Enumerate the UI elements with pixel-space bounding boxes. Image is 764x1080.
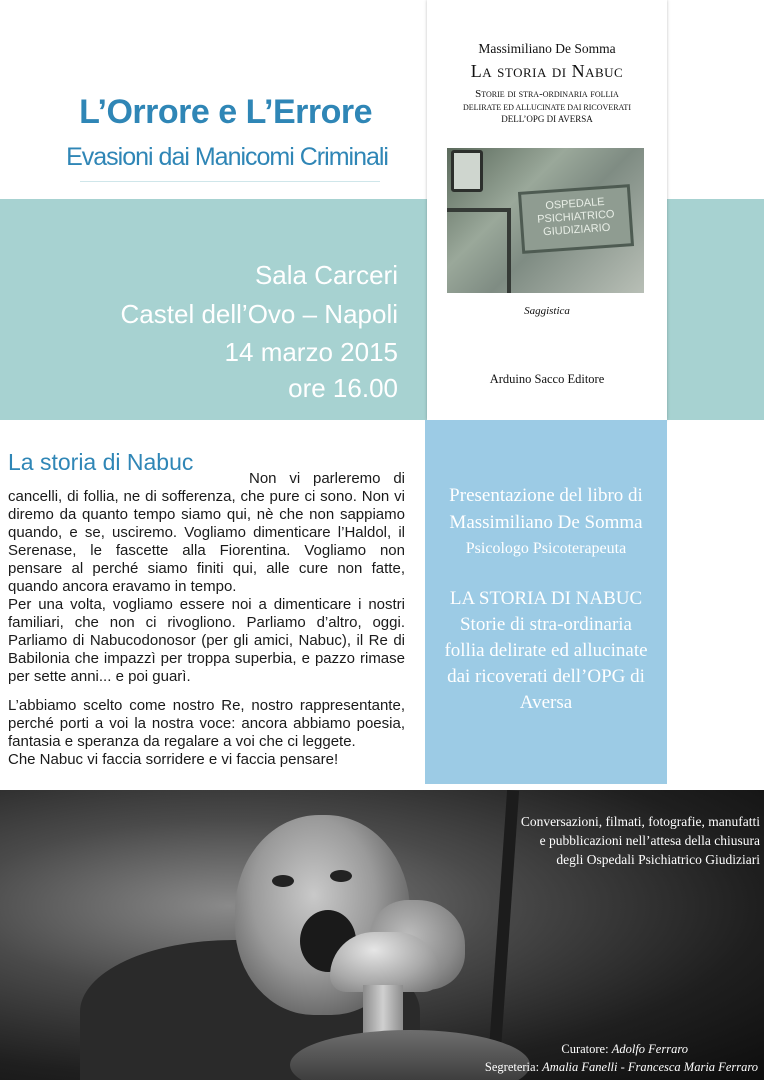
presentation-desc-3: dai ricoverati dell’OPG di	[447, 666, 645, 687]
article-line: pensare al perché siamo finiti qui, alle cure non fatte,	[8, 560, 405, 577]
film-still-photo	[0, 790, 764, 1080]
curator-credit	[561, 1042, 688, 1057]
plaque-line-2: PSICHIATRICO	[536, 208, 615, 226]
presentation-profession: Psicologo Psicoterapeuta	[465, 540, 627, 557]
cover-genre: Saggistica	[524, 305, 570, 317]
article-line: Per una volta, vogliamo essere noi a dimenticare i nostri	[8, 596, 405, 613]
poster-title: L’Orrore e L’Errore	[79, 93, 372, 131]
presentation-desc-4: Aversa	[519, 692, 573, 713]
lamp-icon	[451, 150, 483, 192]
eye-icon	[272, 875, 294, 887]
presentation-box	[425, 420, 667, 784]
article-line: per sette anni... e poi guarì.	[8, 668, 191, 685]
article-line: L’abbiamo scelto come nostro Re, nostro rappresentante,	[8, 697, 405, 714]
article-line: Serenase, le fascette alla Fiorentina. Vogliamo non	[8, 542, 405, 559]
curator-label: Curatore:	[561, 1042, 609, 1056]
article-line: Che Nabuc vi faccia sorridere e vi faccia pensare!	[8, 751, 339, 768]
cover-author: Massimiliano De Somma	[478, 41, 616, 56]
article-line: quando, e se, usciremo. Vogliamo dimenticare l’Haldol, il	[8, 524, 405, 541]
book-cover	[427, 0, 667, 420]
article-line: familiari, che non ci rivogliono. Parliamo d’altro, oggi.	[8, 614, 405, 631]
article-line: Babilonia che impazzì per troppa superbia, e pazzo rimase	[8, 650, 405, 667]
photo-caption-2: e pubblicazioni nell’attesa della chiusura	[539, 833, 760, 848]
presentation-author: Massimiliano De Somma	[449, 512, 643, 533]
plaque-line-3: GIUDIZIARIO	[542, 221, 611, 239]
presentation-desc-2: follia delirate ed allucinate	[444, 640, 648, 661]
secretariat-label: Segreteria:	[484, 1060, 540, 1074]
plaque-line-1: OSPEDALE	[544, 195, 605, 213]
cover-title: La storia di Nabuc	[470, 61, 624, 81]
gate-grill	[447, 208, 511, 293]
event-time: ore 16.00	[288, 373, 398, 403]
cover-subtitle-2: DELIRATE ED ALLUCINATE DAI RICOVERATI	[463, 103, 631, 112]
article-line: Parliamo di Nabucodonosor (per gli amici, Nabuc), il Re di	[8, 632, 405, 649]
mushroom-cap	[330, 932, 440, 992]
presentation-desc-1: Storie di stra-ordinaria	[459, 614, 632, 635]
secretariat-names: Amalia Fanelli - Francesca Maria Ferraro	[542, 1060, 758, 1074]
event-location: Castel dell’Ovo – Napoli	[120, 299, 398, 329]
title-divider	[80, 181, 380, 182]
photo-caption-1: Conversazioni, filmati, fotografie, manufatti	[520, 814, 760, 829]
eye-icon	[330, 870, 352, 882]
cover-subtitle-1: Storie di stra-ordinaria follia	[475, 88, 619, 100]
event-date: 14 marzo 2015	[224, 337, 398, 367]
hospital-plaque	[518, 184, 634, 254]
cover-photo	[447, 148, 644, 293]
photo-caption-3: degli Ospedali Psichiatrico Giudiziari	[556, 852, 760, 867]
article-line: cancelli, di follia, ne di sofferenza, che pure ci sono. Non vi	[8, 488, 405, 505]
cover-publisher: Arduino Sacco Editore	[489, 372, 605, 386]
curator-name: Adolfo Ferraro	[611, 1042, 688, 1056]
presentation-intro: Presentazione del libro di	[449, 485, 643, 506]
article-line: diremo da quanto tempo siamo qui, nè che non sappiamo	[8, 506, 405, 523]
article-line: quando ancora eravamo in tempo.	[8, 578, 237, 595]
cover-subtitle-3: DELL’OPG DI AVERSA	[501, 114, 593, 124]
secretariat-credit	[485, 1060, 758, 1075]
article-line: fantasia e speranza da regalare a voi che ci leggete.	[8, 733, 356, 750]
article-line: perché porti a voi la nostra voce: ancora abbiamo poesia,	[8, 715, 405, 732]
article-title: La storia di Nabuc	[8, 449, 194, 475]
poster-subtitle: Evasioni dai Manicomi Criminali	[66, 143, 388, 171]
presentation-book-title: LA STORIA DI NABUC	[449, 588, 643, 609]
article-line: Non vi parleremo di	[249, 470, 405, 487]
event-venue: Sala Carceri	[254, 260, 398, 290]
